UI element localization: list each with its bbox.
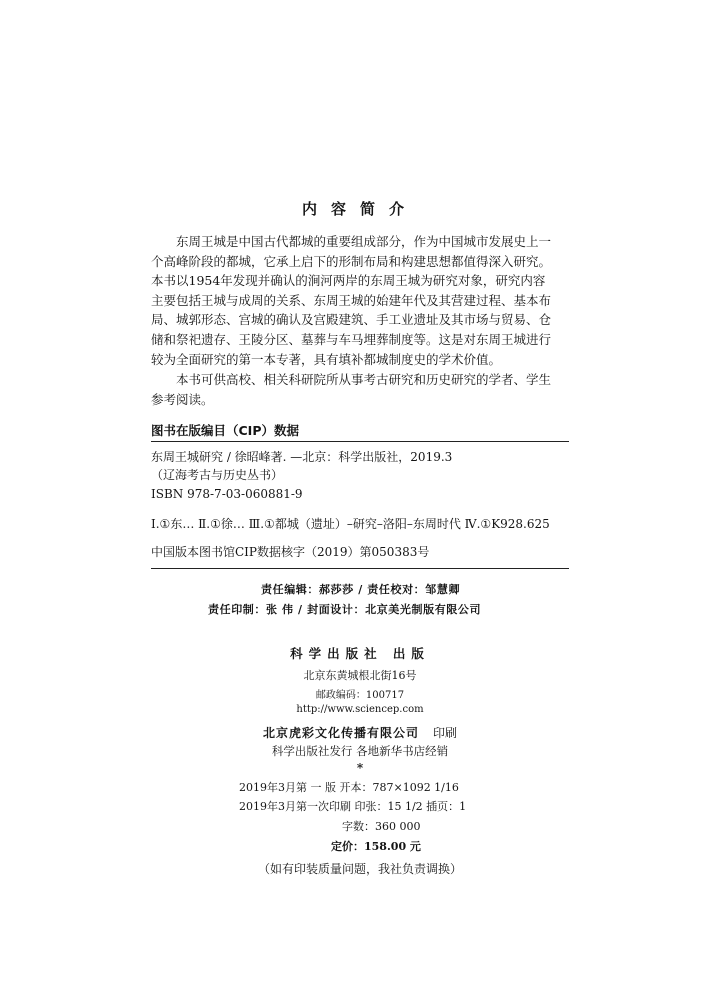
- cip-isbn: ISBN 978-7-03-060881-9: [151, 487, 303, 501]
- summary-title: 内容简介: [301, 200, 418, 218]
- credits-print-design: 责任印制：张 伟 / 封面设计：北京美光制版有限公司: [208, 603, 482, 616]
- summary-line: 较为全面研究的第一本专著，具有填补都城制度史的学术价值。: [151, 351, 502, 367]
- summary-line: 局、城郭形态、宫城的确认及宫殿建筑、手工业遗址及其市场与贸易、仓: [151, 312, 552, 328]
- printer-name: 北京虎彩文化传播有限公司: [262, 726, 419, 740]
- summary-paragraph-1: [151, 232, 571, 369]
- summary-line: 储和祭祀遗存、王陵分区、墓葬与车马埋葬制度等。这是对东周王城进行: [151, 331, 552, 347]
- summary-line: 东周王城是中国古代都城的重要组成部分，作为中国城市发展史上一: [176, 234, 552, 249]
- publisher-name: 科学出版社 出版: [290, 646, 430, 661]
- distribution-line: 科学出版社发行 各地新华书店经销: [271, 744, 449, 758]
- edition-line: 2019年3月第 一 版 开本：787×1092 1/16: [239, 781, 459, 794]
- cip-classification: Ⅰ.①东… Ⅱ.①徐… Ⅲ.①都城（遗址）–研究–洛阳–东周时代 Ⅳ.①K928.625: [151, 517, 550, 531]
- price: 定价：158.00 元: [331, 840, 421, 853]
- cip-bottom-rule: [151, 568, 569, 569]
- summary-line: 参考阅读。: [151, 391, 214, 407]
- word-count: 字数：360 000: [342, 820, 421, 833]
- credits-editors: 责任编辑：郝莎莎 / 责任校对：邹慧卿: [261, 583, 461, 596]
- quality-notice: （如有印装质量问题，我社负责调换）: [257, 862, 462, 876]
- publisher-address: 北京东黄城根北街16号: [303, 669, 417, 682]
- printing-line: 2019年3月第一次印刷 印张：15 1/2 插页：1: [239, 800, 467, 813]
- separator-star: *: [356, 761, 364, 775]
- summary-line: 本书可供高校、相关科研院所从事考古研究和历史研究的学者、学生: [176, 372, 552, 387]
- summary-line: 个高峰阶段的都城，它承上启下的形制布局和构建思想都值得深入研究。: [151, 253, 552, 269]
- cip-title-line: 东周王城研究 / 徐昭峰著. —北京：科学出版社，2019.3: [151, 450, 453, 464]
- summary-line: 本书以1954年发现并确认的涧河两岸的东周王城为研究对象，研究内容: [151, 273, 546, 289]
- cip-verification: 中国版本图书馆CIP数据核字（2019）第050383号: [151, 545, 430, 559]
- summary-paragraph-2: [151, 370, 571, 409]
- publisher-url: http://www.sciencep.com: [296, 704, 424, 715]
- cip-heading: 图书在版编目（CIP）数据: [151, 423, 299, 438]
- cip-series-line: （辽海考古与历史丛书）: [151, 468, 284, 482]
- printer-suffix: 印刷: [433, 726, 458, 740]
- summary-line: 主要包括王城与成周的关系、东周王城的始建年代及其营建过程、基本布: [151, 292, 552, 308]
- printer-line: [0, 724, 720, 741]
- publisher-postcode: 邮政编码：100717: [315, 690, 405, 701]
- cip-top-rule: [151, 441, 569, 442]
